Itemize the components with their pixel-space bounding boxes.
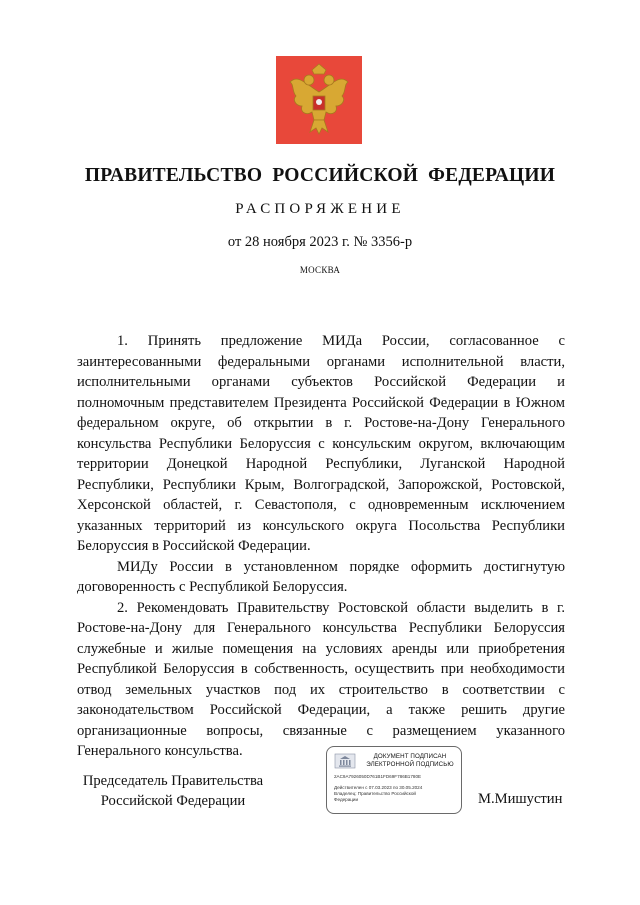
document-city: МОСКВА [299, 265, 341, 275]
document-type: РАСПОРЯЖЕНИЕ [235, 201, 405, 217]
signer-position-line: Российской Федерации [100, 793, 246, 809]
paragraph: 1. Принять предложение МИДа России, согласованное с заинтересованными федеральными органами исполнительной власти, исполнительными органами субъектов Российской Федерации и полномочным представителем Президента Российской Федерации в Южном федеральном округе, об открытии в г. Ростове-на-Дону Генерального консульства Республики Белоруссия с консульским округом, включающим территории Донецкой Народной Республики, Луганской Народной Республики, Республики Крым, Волгоградской, Запорожской, Ростовской, Херсонской областей, г. Севастополя, с одновременным исключением указанных территорий из консульского округа Посольства Республики Белоруссия в Российской Федерации. [77, 333, 565, 554]
stamp-title-line: ДОКУМЕНТ ПОДПИСАН [373, 753, 447, 760]
signer-position-line: Председатель Правительства [82, 773, 264, 789]
stamp-owner: Владелец: Правительство Российской [334, 791, 416, 796]
paragraph: МИДу России в установленном порядке оформить достигнутую договоренность с Республикой Белоруссия. [77, 558, 565, 595]
document-body [77, 331, 565, 762]
russian-coat-of-arms-icon [276, 56, 362, 144]
stamp-owner: Федерации [334, 797, 359, 802]
electronic-signature-stamp [326, 746, 462, 814]
paragraph: 2. Рекомендовать Правительству Ростовской области выделить в г. Ростове-на-Дону для Генерального консульства Республики Белоруссия служебные и жилые помещения на условиях аренды или приобретения Республикой Белоруссия в собственность, осуществить при необходимости отвод земельных участков под их строительство в соответствии с законодательством Российской Федерации, а также решить другие организационные вопросы, связанные с размещением указанного Генерального консульства. [77, 599, 565, 759]
coat-of-arms-icon [334, 753, 356, 769]
government-title: ПРАВИТЕЛЬСТВО РОССИЙСКОЙ ФЕДЕРАЦИИ [84, 165, 556, 186]
stamp-validity: Действителен с 07.03.2023 по 30.05.2024 [334, 785, 423, 790]
signer-name: М.Мишустин [478, 791, 563, 807]
stamp-certificate: 2AC9A7926050D761B1FD69F786B1780E [334, 774, 422, 779]
document-date-number: от 28 ноября 2023 г. № 3356-р [227, 234, 413, 250]
stamp-title [361, 753, 459, 768]
stamp-title-line: ЭЛЕКТРОННОЙ ПОДПИСЬЮ [366, 760, 454, 768]
signer-position [78, 771, 268, 811]
